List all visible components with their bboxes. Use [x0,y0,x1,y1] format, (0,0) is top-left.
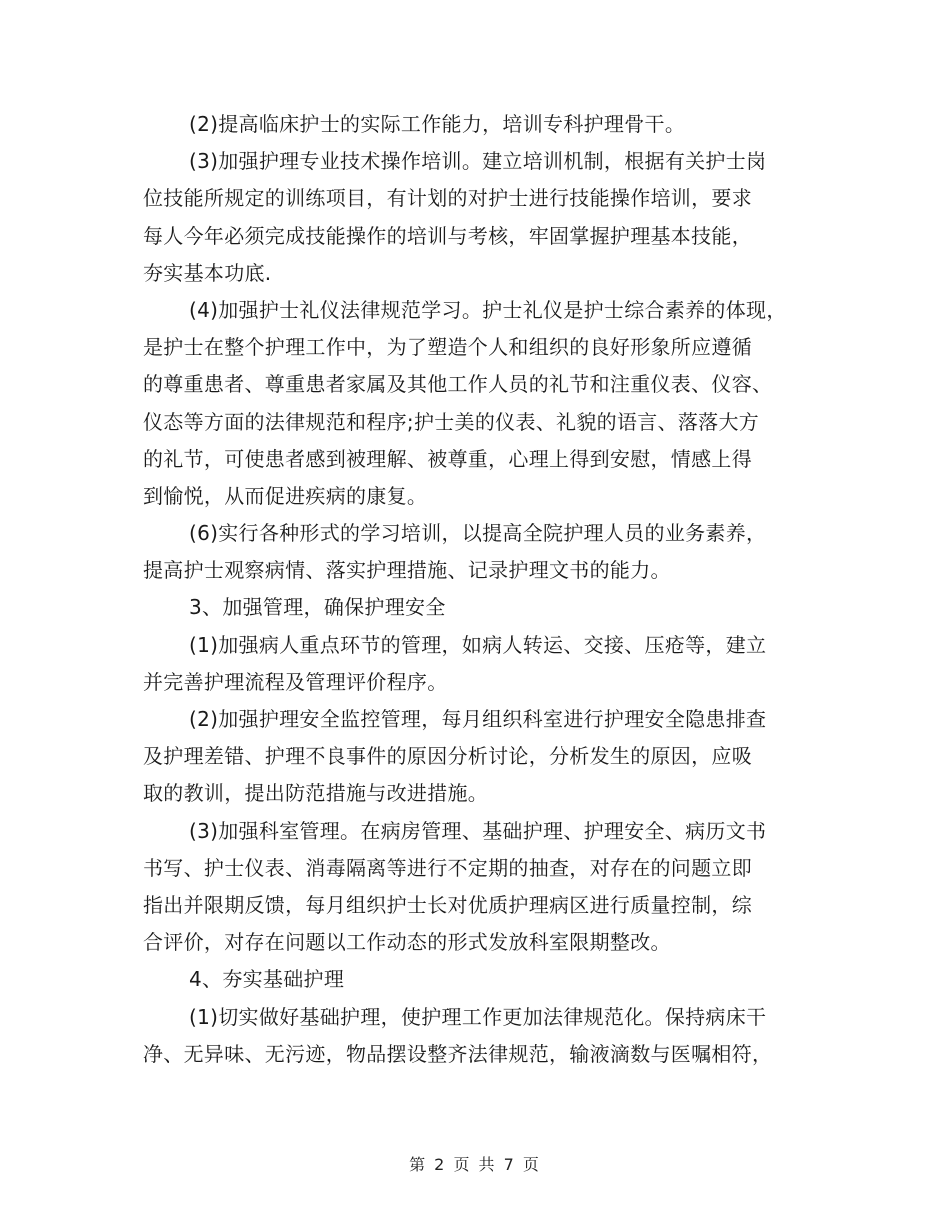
paragraph-line: (4)加强护士礼仪法律规范学习。护士礼仪是护士综合素养的体现， [189,297,787,322]
paragraph-line: (1)加强病人重点环节的管理，如病人转运、交接、压疮等，建立 [189,632,767,657]
section-heading: 4、夯实基础护理 [189,967,345,992]
paragraph-line: 的礼节，可使患者感到被理解、被尊重，心理上得到安慰，情感上得 [143,446,752,471]
paragraph-line: 是护士在整个护理工作中，为了塑造个人和组织的良好形象所应遵循 [143,335,752,360]
paragraph-line: 净、无异味、无污迹，物品摆设整齐法律规范，输液滴数与医嘱相符， [143,1041,773,1066]
paragraph-line: (6)实行各种形式的学习培训，以提高全院护理人员的业务素养， [189,521,767,546]
paragraph-line: (2)提高临床护士的实际工作能力，培训专科护理骨干。 [189,112,686,136]
paragraph-line: 仪态等方面的法律规范和程序;护士美的仪表、礼貌的语言、落落大方 [143,409,760,434]
paragraph-line: 取的教训，提出防范措施与改进措施。 [143,781,489,806]
paragraph-line: 并完善护理流程及管理评价程序。 [143,669,448,694]
paragraph-line: (3)加强科室管理。在病房管理、基础护理、护理安全、病历文书 [189,818,767,843]
paragraph-line: 到愉悦，从而促进疾病的康复。 [143,483,428,508]
paragraph-line: (1)切实做好基础护理，使护理工作更加法律规范化。保持病床干 [189,1004,767,1029]
page-number: 第 2 页 共 7 页 [409,1155,541,1174]
paragraph-line: 及护理差错、护理不良事件的原因分析讨论，分析发生的原因，应吸 [143,744,752,769]
paragraph-line: 夯实基本功底. [143,260,272,285]
paragraph-line: 指出并限期反馈，每月组织护士长对优质护理病区进行质量控制，综 [143,892,752,917]
paragraph-line: (2)加强护理安全监控管理，每月组织科室进行护理安全隐患排查 [189,707,767,731]
document-body [143,106,833,1073]
paragraph-line: 合评价，对存在问题以工作动态的形式发放科室限期整改。 [143,930,671,955]
paragraph-line: (3)加强护理专业技术操作培训。建立培训机制，根据有关护士岗 [189,149,767,174]
paragraph-line: 书写、护士仪表、消毒隔离等进行不定期的抽查，对存在的问题立即 [143,855,752,880]
paragraph-line: 的尊重患者、尊重患者家属及其他工作人员的礼节和注重仪表、仪容、 [143,372,773,397]
paragraph-line: 每人今年必须完成技能操作的培训与考核，牢固掌握护理基本技能， [143,223,752,248]
paragraph-line: 提高护士观察病情、落实护理措施、记录护理文书的能力。 [143,558,671,583]
paragraph-line: 位技能所规定的训练项目，有计划的对护士进行技能操作培训，要求 [143,186,752,211]
section-heading: 3、加强管理，确保护理安全 [189,595,446,620]
